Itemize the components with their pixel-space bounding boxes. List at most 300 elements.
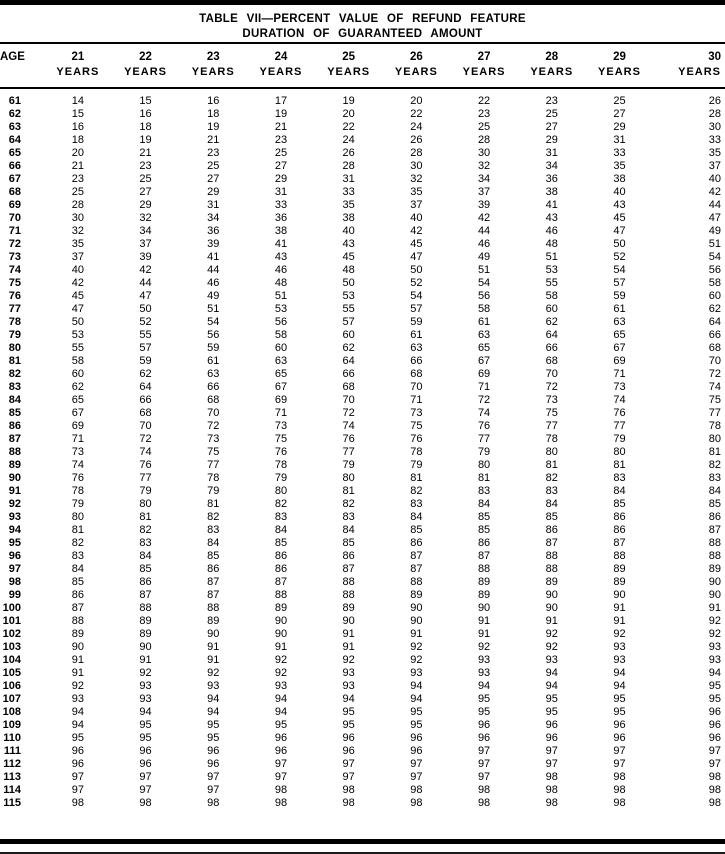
age-value: 80 [8,342,21,354]
table-row [0,524,725,537]
value-cell: 62 [708,303,722,315]
value-cell: 91 [342,628,355,640]
column-header-year-number: 26 [409,51,423,63]
age-value: 86 [8,420,21,432]
value-cell: 32 [139,212,152,224]
age-cell [0,771,44,784]
value-cell: 76 [410,433,423,445]
value-cell: 88 [477,563,491,575]
value-cell: 90 [708,589,722,601]
age-cell [0,615,44,628]
age-cell [0,524,44,537]
age-value: 82 [8,368,21,380]
value-cell: 95 [139,732,152,744]
value-cell: 92 [207,667,220,679]
value-cell: 82 [139,524,152,536]
value-cell: 61 [613,303,626,315]
value-cell: 74 [139,446,152,458]
table-row [0,797,725,810]
value-cell: 51 [274,290,288,302]
age-value: 103 [2,641,21,653]
value-cell: 78 [274,459,288,471]
value-cell: 95 [708,680,722,692]
table-row [0,355,725,368]
age-cell [0,186,44,199]
age-cell [0,758,44,771]
value-cell: 68 [207,394,220,406]
age-cell [0,199,44,212]
value-cell: 64 [139,381,152,393]
age-value: 114 [3,784,21,796]
value-cell: 33 [274,199,288,211]
value-cell: 81 [477,472,491,484]
value-cell: 85 [708,498,722,510]
value-cell: 53 [71,329,84,341]
value-cell: 97 [477,758,491,770]
value-cell: 75 [274,433,288,445]
value-cell: 46 [477,238,491,250]
value-cell: 98 [71,797,84,809]
table-row [0,212,725,225]
age-cell [0,472,44,485]
table-row [0,108,725,121]
value-cell: 26 [708,95,722,107]
value-cell: 40 [708,173,722,185]
value-cell: 42 [708,186,722,198]
value-cell: 95 [477,706,491,718]
value-cell: 84 [71,563,84,575]
table-row [0,680,725,693]
value-cell: 97 [207,771,220,783]
column-header-year-number: 25 [342,51,356,63]
value-cell: 25 [71,186,84,198]
value-cell: 92 [545,628,558,640]
value-cell: 96 [545,719,558,731]
value-cell: 71 [410,394,423,406]
value-cell: 29 [274,173,288,185]
age-value: 74 [8,264,21,276]
column-header-years-label: YEARS [327,66,371,78]
value-cell: 21 [139,147,152,159]
column-header-23-years [179,50,247,80]
value-cell: 93 [613,654,626,666]
value-cell: 86 [207,563,220,575]
value-cell: 83 [708,472,722,484]
value-cell: 85 [207,550,220,562]
value-cell: 96 [342,745,355,757]
value-cell: 89 [708,563,722,575]
value-cell: 94 [207,693,220,705]
value-cell: 98 [708,797,722,809]
value-cell: 90 [274,628,288,640]
value-cell: 94 [477,680,491,692]
value-cell: 79 [274,472,288,484]
value-cell: 87 [207,589,220,601]
value-cell: 76 [342,433,355,445]
value-cell: 84 [708,485,722,497]
value-cell: 84 [274,524,288,536]
value-cell: 83 [545,485,558,497]
value-cell: 21 [71,160,84,172]
age-cell [0,407,44,420]
value-cell: 97 [274,771,288,783]
value-cell: 98 [477,784,491,796]
value-cell: 48 [274,277,288,289]
age-value: 112 [3,758,21,770]
age-cell [0,719,44,732]
value-cell: 38 [545,186,558,198]
value-cell: 76 [139,459,152,471]
value-cell: 60 [708,290,722,302]
table-row [0,433,725,446]
table-row [0,95,725,108]
value-cell: 96 [708,719,722,731]
value-cell: 83 [207,524,220,536]
age-cell [0,745,44,758]
value-cell: 74 [708,381,722,393]
value-cell: 25 [274,147,288,159]
value-cell: 76 [274,446,288,458]
age-cell [0,108,44,121]
value-cell: 90 [274,615,288,627]
value-cell: 86 [71,589,84,601]
value-cell: 47 [708,212,722,224]
table-title [0,5,725,42]
value-cell: 80 [342,472,355,484]
value-cell: 28 [477,134,491,146]
value-cell: 90 [342,615,355,627]
age-cell [0,394,44,407]
value-cell: 94 [71,719,84,731]
value-cell: 38 [613,173,626,185]
value-cell: 87 [207,576,220,588]
value-cell: 16 [139,108,152,120]
value-cell: 98 [410,797,423,809]
value-cell: 74 [613,394,626,406]
table-row [0,784,725,797]
value-cell: 58 [545,290,558,302]
value-cell: 55 [71,342,84,354]
value-cell: 91 [708,602,722,614]
value-cell: 95 [545,706,558,718]
value-cell: 57 [342,316,355,328]
table-row [0,368,725,381]
value-cell: 16 [71,121,84,133]
table-row [0,719,725,732]
value-cell: 78 [71,485,84,497]
value-cell: 95 [477,693,491,705]
value-cell: 31 [207,199,220,211]
value-cell: 74 [71,459,84,471]
value-cell: 81 [207,498,220,510]
age-value: 61 [8,95,21,107]
value-cell: 73 [410,407,423,419]
value-cell: 29 [545,134,558,146]
column-header-year-number: 22 [139,51,152,63]
table-row [0,160,725,173]
value-cell: 21 [274,121,288,133]
value-cell: 98 [342,797,355,809]
age-cell [0,277,44,290]
value-cell: 23 [545,95,558,107]
age-value: 111 [3,745,21,757]
value-cell: 88 [139,602,152,614]
value-cell: 19 [274,108,288,120]
value-cell: 75 [545,407,558,419]
value-cell: 25 [545,108,558,120]
value-cell: 91 [71,654,84,666]
value-cell: 90 [410,602,423,614]
table-row [0,290,725,303]
age-cell [0,316,44,329]
value-cell: 86 [545,524,558,536]
value-cell: 29 [207,186,220,198]
value-cell: 89 [545,576,558,588]
value-cell: 78 [207,472,220,484]
value-cell: 71 [274,407,288,419]
value-cell: 72 [708,368,722,380]
value-cell: 84 [139,550,152,562]
value-cell: 56 [274,316,288,328]
value-cell: 96 [545,732,558,744]
value-cell: 85 [139,563,152,575]
value-cell: 72 [342,407,355,419]
value-cell: 79 [139,485,152,497]
table-row [0,563,725,576]
value-cell: 73 [207,433,220,445]
table-row [0,693,725,706]
value-cell: 76 [71,472,84,484]
value-cell: 79 [613,433,626,445]
value-cell: 91 [477,628,491,640]
value-cell: 89 [139,628,152,640]
value-cell: 22 [477,95,491,107]
value-cell: 89 [477,576,491,588]
value-cell: 76 [613,407,626,419]
age-cell [0,654,44,667]
value-cell: 66 [410,355,423,367]
value-cell: 83 [342,511,355,523]
column-header-25-years [315,50,383,80]
value-cell: 94 [139,706,152,718]
age-value: 68 [8,186,21,198]
value-cell: 96 [477,732,491,744]
value-cell: 67 [274,381,288,393]
value-cell: 95 [139,719,152,731]
age-value: 69 [8,199,21,211]
value-cell: 37 [708,160,722,172]
value-cell: 47 [410,251,423,263]
value-cell: 28 [342,160,355,172]
age-value: 95 [8,537,21,549]
age-cell [0,134,44,147]
value-cell: 73 [613,381,626,393]
value-cell: 23 [71,173,84,185]
value-cell: 76 [477,420,491,432]
age-cell [0,446,44,459]
value-cell: 88 [545,550,558,562]
value-cell: 88 [708,537,722,549]
value-cell: 96 [410,732,423,744]
age-cell [0,173,44,186]
value-cell: 95 [342,706,355,718]
age-value: 94 [8,524,21,536]
age-value: 92 [8,498,21,510]
value-cell: 53 [545,264,558,276]
column-header-years-label: YEARS [259,66,303,78]
value-cell: 40 [342,225,355,237]
value-cell: 95 [207,719,220,731]
value-cell: 65 [613,329,626,341]
value-cell: 91 [207,641,220,653]
value-cell: 52 [410,277,423,289]
value-cell: 53 [274,303,288,315]
value-cell: 95 [71,732,84,744]
value-cell: 68 [708,342,722,354]
value-cell: 42 [410,225,423,237]
age-value: 87 [8,433,21,445]
age-cell [0,511,44,524]
value-cell: 96 [410,745,423,757]
column-header-year-number: 23 [206,51,220,63]
value-cell: 73 [274,420,288,432]
value-cell: 95 [410,719,423,731]
value-cell: 86 [274,563,288,575]
table-row [0,485,725,498]
value-cell: 97 [545,745,558,757]
value-cell: 91 [71,667,84,679]
value-cell: 31 [274,186,288,198]
column-header-year-number: 28 [545,51,559,63]
value-cell: 24 [342,134,355,146]
value-cell: 94 [545,680,558,692]
value-cell: 66 [708,329,722,341]
value-cell: 97 [477,745,491,757]
value-cell: 97 [274,758,288,770]
value-cell: 68 [410,368,423,380]
value-cell: 51 [545,251,558,263]
value-cell: 34 [207,212,220,224]
table-row [0,277,725,290]
value-cell: 92 [274,667,288,679]
value-cell: 83 [613,472,626,484]
age-value: 79 [8,329,21,341]
value-cell: 16 [207,95,220,107]
value-cell: 94 [613,680,626,692]
value-cell: 18 [139,121,152,133]
age-value: 105 [2,667,21,679]
value-cell: 62 [342,342,355,354]
value-cell: 93 [342,667,355,679]
age-value: 78 [8,316,21,328]
value-cell: 95 [545,693,558,705]
table-row [0,420,725,433]
value-cell: 37 [410,199,423,211]
value-cell: 80 [71,511,84,523]
value-cell: 34 [545,160,558,172]
value-cell: 92 [477,641,491,653]
value-cell: 96 [613,719,626,731]
value-cell: 86 [613,511,626,523]
age-value: 71 [8,225,21,237]
value-cell: 91 [613,602,626,614]
value-cell: 27 [139,186,152,198]
value-cell: 65 [477,342,491,354]
table-row [0,615,725,628]
value-cell: 97 [613,758,626,770]
value-cell: 70 [342,394,355,406]
value-cell: 88 [71,615,84,627]
value-cell: 37 [71,251,84,263]
column-header-year-number: 21 [71,51,85,63]
value-cell: 97 [477,771,491,783]
value-cell: 93 [139,680,152,692]
age-cell [0,459,44,472]
value-cell: 20 [410,95,423,107]
value-cell: 35 [613,160,626,172]
table-row [0,446,725,459]
value-cell: 52 [139,316,152,328]
value-cell: 32 [410,173,423,185]
value-cell: 18 [71,134,84,146]
value-cell: 67 [477,355,491,367]
age-cell [0,381,44,394]
value-cell: 87 [139,589,152,601]
table-row [0,537,725,550]
value-cell: 88 [613,550,626,562]
value-cell: 65 [71,394,84,406]
value-cell: 33 [613,147,626,159]
value-cell: 27 [613,108,626,120]
age-cell [0,95,44,108]
value-cell: 81 [708,446,722,458]
value-cell: 94 [207,706,220,718]
value-cell: 73 [71,446,84,458]
value-cell: 89 [342,602,355,614]
value-cell: 97 [71,784,84,796]
age-cell [0,498,44,511]
value-cell: 63 [207,368,220,380]
column-header-years-label: YEARS [191,66,235,78]
value-cell: 46 [274,264,288,276]
value-cell: 98 [613,784,626,796]
value-cell: 32 [71,225,84,237]
value-cell: 81 [139,511,152,523]
value-cell: 86 [274,550,288,562]
value-cell: 74 [477,407,491,419]
value-cell: 29 [613,121,626,133]
column-header-27-years [450,50,518,80]
value-cell: 35 [410,186,423,198]
value-cell: 87 [342,563,355,575]
value-cell: 47 [139,290,152,302]
value-cell: 69 [71,420,84,432]
value-cell: 74 [342,420,355,432]
age-value: 97 [8,563,21,575]
value-cell: 50 [410,264,423,276]
value-cell: 94 [545,667,558,679]
table-row [0,407,725,420]
age-value: 88 [8,446,21,458]
value-cell: 95 [274,719,288,731]
value-cell: 39 [139,251,152,263]
value-cell: 91 [342,641,355,653]
value-cell: 54 [708,251,722,263]
age-value: 62 [8,108,21,120]
value-cell: 82 [207,511,220,523]
age-value: 98 [8,576,21,588]
value-cell: 27 [545,121,558,133]
